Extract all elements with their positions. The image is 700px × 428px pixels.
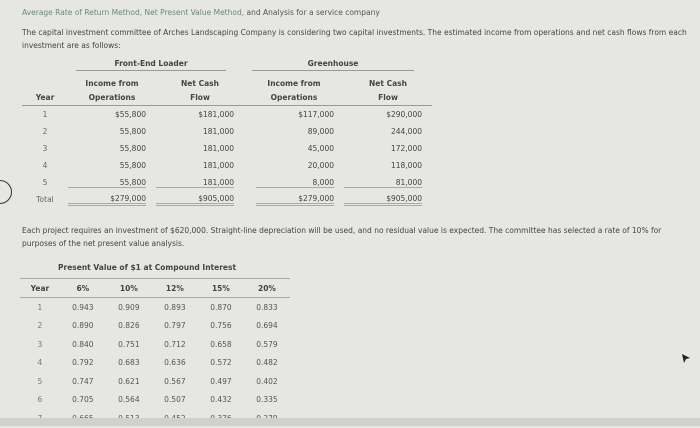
value: $279,000 xyxy=(256,194,334,206)
pv-factor-cell: 0.335 xyxy=(256,395,278,405)
pv-factor-cell: 0.402 xyxy=(256,376,278,386)
value: $181,000 xyxy=(198,110,234,119)
table-row xyxy=(22,123,432,140)
table-row xyxy=(22,140,432,157)
fel-income-cell xyxy=(68,157,156,174)
pv-factor-cell: 0.694 xyxy=(256,321,278,331)
year-cell: 1 xyxy=(42,110,48,119)
value: 181,000 xyxy=(202,144,234,153)
pv-factor-cell: 0.636 xyxy=(164,358,186,368)
value: 181,000 xyxy=(202,127,234,136)
gh-income-cell xyxy=(244,157,344,174)
pv-factor-cell: 0.432 xyxy=(210,395,232,405)
year-cell: 4 xyxy=(42,161,48,170)
value: 181,000 xyxy=(202,161,234,170)
pv-factor-cell: 0.705 xyxy=(72,395,94,405)
table-row xyxy=(20,354,290,373)
fel-cash-cell xyxy=(156,106,244,124)
year-cell: 6 xyxy=(37,395,43,405)
side-circle-icon[interactable] xyxy=(0,180,12,204)
value: 81,000 xyxy=(344,178,422,188)
pv-factor-cell: 0.621 xyxy=(118,376,140,386)
col-gh-income: Income from Operations xyxy=(244,73,344,106)
pv-factor-cell: 0.658 xyxy=(210,339,232,349)
gh-cash-cell xyxy=(344,174,432,191)
pv-factor-cell: 0.747 xyxy=(72,376,94,386)
value: 20,000 xyxy=(307,161,334,170)
fel-cash-cell xyxy=(156,157,244,174)
investment-table xyxy=(22,56,432,208)
value: 55,800 xyxy=(119,127,146,136)
value: 55,800 xyxy=(68,178,146,188)
fel-income-cell xyxy=(68,191,156,208)
fel-income-cell xyxy=(68,123,156,140)
table-row xyxy=(22,157,432,174)
col-fel-cash: Net Cash Flow xyxy=(156,73,244,106)
gh-cash-cell xyxy=(344,140,432,157)
value: 55,800 xyxy=(119,161,146,170)
year-cell: 4 xyxy=(37,358,43,368)
pv-factor-cell: 0.840 xyxy=(72,339,94,349)
page-title: Average Rate of Return Method, Net Present Value Method, and Analysis for a service company xyxy=(22,8,380,17)
value: 244,000 xyxy=(390,127,422,136)
value: $55,800 xyxy=(114,110,146,119)
fel-cash-cell xyxy=(156,174,244,191)
pv-factor-cell: 0.833 xyxy=(256,302,278,312)
value: 89,000 xyxy=(307,127,334,136)
pv-header: 20% xyxy=(244,279,290,298)
pv-factor-cell: 0.564 xyxy=(118,395,140,405)
value: $905,000 xyxy=(156,194,234,206)
group-front-end-loader: Front-End Loader xyxy=(68,56,244,73)
table-row xyxy=(22,191,432,208)
fel-cash-cell xyxy=(156,191,244,208)
bottom-edge xyxy=(0,418,700,426)
col-gh-cash: Net Cash Flow xyxy=(344,73,432,106)
pv-factor-cell: 0.712 xyxy=(164,339,186,349)
gh-cash-cell xyxy=(344,123,432,140)
table-row xyxy=(22,174,432,191)
pv-table-title: Present Value of $1 at Compound Interest xyxy=(58,263,237,272)
gh-cash-cell xyxy=(344,106,432,124)
pv-factor-cell: 0.507 xyxy=(164,395,186,405)
group-greenhouse: Greenhouse xyxy=(244,56,432,73)
year-cell: 3 xyxy=(37,339,43,349)
value: 45,000 xyxy=(307,144,334,153)
value: 55,800 xyxy=(119,144,146,153)
pv-factor-cell: 0.890 xyxy=(72,321,94,331)
pv-factor-cell: 0.751 xyxy=(118,339,140,349)
fel-cash-cell xyxy=(156,123,244,140)
fel-income-cell xyxy=(68,106,156,124)
pv-header: 10% xyxy=(106,279,152,298)
value: $279,000 xyxy=(68,194,146,206)
col-year: Year xyxy=(22,73,68,106)
year-cell: 2 xyxy=(37,321,43,331)
pv-factor-cell: 0.909 xyxy=(118,302,140,312)
gh-cash-cell xyxy=(344,191,432,208)
pv-header: 12% xyxy=(152,279,198,298)
table-row xyxy=(20,335,290,354)
pv-factor-cell: 0.870 xyxy=(210,302,232,312)
gh-income-cell xyxy=(244,106,344,124)
gh-income-cell xyxy=(244,140,344,157)
value: 181,000 xyxy=(156,178,234,188)
pv-factor-cell: 0.579 xyxy=(256,339,278,349)
fel-cash-cell xyxy=(156,140,244,157)
assumptions-text: Each project requires an investment of $620,000. Straight-line depreciation will be used, and no residual value is expected. The committee has selected a rate of 10% for purposes of the net present value analysis. xyxy=(22,226,662,248)
year-cell: 1 xyxy=(37,302,43,312)
year-cell: Total xyxy=(36,195,54,204)
gh-cash-cell xyxy=(344,157,432,174)
pv-factor-cell: 0.826 xyxy=(118,321,140,331)
col-fel-income: Income from Operations xyxy=(68,73,156,106)
value: $117,000 xyxy=(298,110,334,119)
year-cell: 2 xyxy=(42,127,48,136)
fel-income-cell xyxy=(68,140,156,157)
pv-header: 15% xyxy=(198,279,244,298)
table-row xyxy=(20,317,290,336)
pv-factor-cell: 0.497 xyxy=(210,376,232,386)
gh-income-cell xyxy=(244,123,344,140)
table-row xyxy=(20,391,290,410)
fel-income-cell xyxy=(68,174,156,191)
year-cell: 3 xyxy=(42,144,48,153)
mouse-cursor-icon xyxy=(681,350,691,369)
year-cell: 5 xyxy=(42,178,48,187)
gh-income-cell xyxy=(244,174,344,191)
pv-factor-cell: 0.572 xyxy=(210,358,232,368)
pv-factor-cell: 0.797 xyxy=(164,321,186,331)
pv-factor-cell: 0.756 xyxy=(210,321,232,331)
pv-factor-cell: 0.683 xyxy=(118,358,140,368)
value: $290,000 xyxy=(386,110,422,119)
pv-header: 6% xyxy=(60,279,106,298)
value: 8,000 xyxy=(256,178,334,188)
table-row xyxy=(20,372,290,391)
intro-text: The capital investment committee of Arches Landscaping Company is considering two capital investments. The estimated income from operations and net cash flows from each investment are as follows: xyxy=(22,28,687,50)
value: 118,000 xyxy=(390,161,422,170)
pv-factor-cell: 0.567 xyxy=(164,376,186,386)
pv-table xyxy=(20,278,290,428)
pv-factor-cell: 0.482 xyxy=(256,358,278,368)
pv-factor-cell: 0.792 xyxy=(72,358,94,368)
table-row xyxy=(22,106,432,124)
pv-header: Year xyxy=(20,279,60,298)
table-row xyxy=(20,298,290,317)
pv-table-container xyxy=(0,278,300,418)
gh-income-cell xyxy=(244,191,344,208)
pv-factor-cell: 0.943 xyxy=(72,302,94,312)
pv-factor-cell: 0.893 xyxy=(164,302,186,312)
year-cell: 5 xyxy=(37,376,43,386)
value: $905,000 xyxy=(344,194,422,206)
value: 172,000 xyxy=(390,144,422,153)
